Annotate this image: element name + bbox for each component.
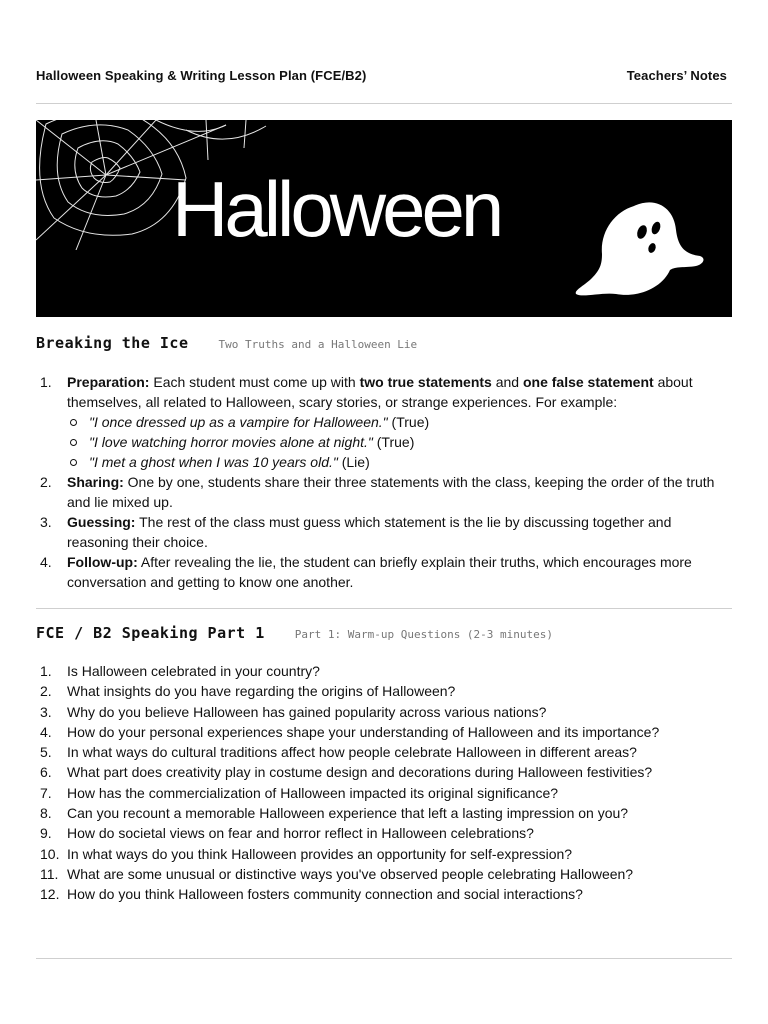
section-divider bbox=[36, 608, 732, 609]
halloween-banner bbox=[36, 120, 732, 317]
section-breaking-the-ice bbox=[36, 334, 417, 352]
footer-divider bbox=[36, 958, 732, 959]
teachers-notes-label: Teachers’ Notes bbox=[626, 68, 727, 83]
list-item: 8. Can you recount a memorable Halloween experience that left a lasting impression on you? bbox=[40, 805, 629, 822]
warm-up-questions bbox=[40, 661, 730, 905]
document-title: Halloween Speaking & Writing Lesson Plan (FCE/B2) bbox=[36, 68, 367, 83]
section-subtitle: Part 1: Warm-up Questions (2-3 minutes) bbox=[294, 628, 554, 641]
list-item: 4. How do your personal experiences shape your understanding of Halloween and its importance? bbox=[40, 723, 660, 740]
list-item: 5. In what ways do cultural traditions affect how people celebrate Halloween in different areas? bbox=[40, 744, 637, 761]
list-item: "I met a ghost when I was 10 years old." (Lie) bbox=[67, 452, 730, 472]
section-title: FCE / B2 Speaking Part 1 bbox=[36, 624, 265, 642]
list-item: 12. How do you think Halloween fosters community connection and social interactions? bbox=[40, 886, 583, 903]
section-subtitle: Two Truths and a Halloween Lie bbox=[218, 338, 418, 351]
list-item: 4. Follow-up: After revealing the lie, the student can briefly explain their truths, which encourages more conversation and getting to know one another. bbox=[40, 554, 692, 590]
list-item: 3. Why do you believe Halloween has gained popularity across various nations? bbox=[40, 703, 547, 720]
list-item: 7. How has the commercialization of Halloween impacted its original significance? bbox=[40, 784, 559, 801]
banner-title: Halloween bbox=[172, 165, 501, 253]
list-item: "I love watching horror movies alone at night." (True) bbox=[67, 432, 730, 452]
example-list bbox=[67, 412, 730, 472]
list-item: 1. Preparation: Each student must come up with two true statements and one false statement about themselves, all related to Halloween, scary stories, or strange experiences. For example: "I once dressed up as a vampire for Halloween." (True) "I love watching horror movies alone at night." (True) "I met a ghost when I was 10 years old." (Lie) bbox=[40, 372, 730, 472]
header-divider bbox=[36, 103, 732, 104]
list-item: 11. What are some unusual or distinctive ways you've observed people celebrating Halloween? bbox=[40, 865, 634, 882]
list-item: "I once dressed up as a vampire for Halloween." (True) bbox=[67, 412, 730, 432]
list-item: 2. What insights do you have regarding the origins of Halloween? bbox=[40, 683, 456, 700]
section-title: Breaking the Ice bbox=[36, 334, 189, 352]
list-item: 2. Sharing: One by one, students share their three statements with the class, keeping the order of the truth and lie mixed up. bbox=[40, 474, 715, 510]
list-item: 1. Is Halloween celebrated in your country? bbox=[40, 663, 320, 679]
page-header bbox=[36, 68, 727, 83]
list-item: 9. How do societal views on fear and horror reflect in Halloween celebrations? bbox=[40, 825, 534, 842]
list-item: 6. What part does creativity play in costume design and decorations during Halloween festivities? bbox=[40, 764, 653, 781]
ice-breaker-steps bbox=[40, 372, 730, 592]
ghost-icon bbox=[572, 194, 712, 304]
list-item: 10. In what ways do you think Halloween provides an opportunity for self-expression? bbox=[40, 845, 573, 862]
list-item: 3. Guessing: The rest of the class must guess which statement is the lie by discussing together and reasoning their choice. bbox=[40, 514, 672, 550]
section-speaking-part-1 bbox=[36, 624, 553, 642]
